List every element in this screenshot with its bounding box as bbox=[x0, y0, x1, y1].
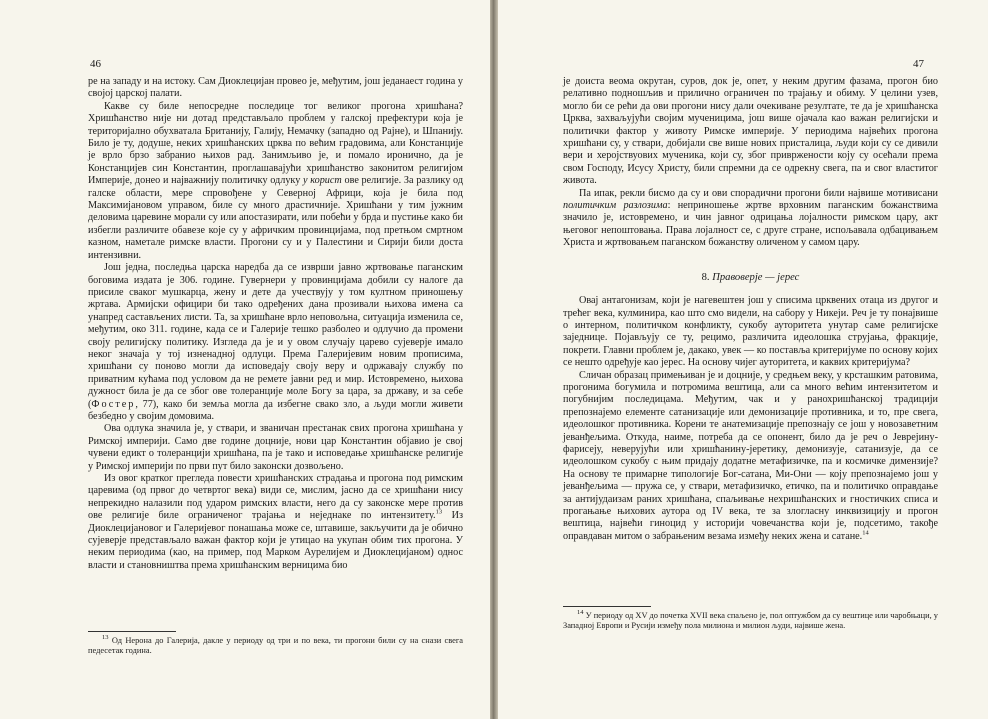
paragraph: Овај антагонизам, који је нагевештен још у списима црквених отаца из другог и трећег века, кулминира, као што смо видели, на сабору у Никеји. Реч је ту понајвише о интерном, политичком конфликту, сукобу ауторитета унутар саме религијске заједнице. Појављују се ту, рецимо, различита идеолошка струјања, фракције, покрети. Главни проблем је, дакако, увек — ко поставља критеријуме по основу којих се нешто одређује као јерес. На основу чијег ауторитета, и каквих критеријума? bbox=[563, 295, 938, 369]
footnote-number: 14 bbox=[577, 609, 584, 617]
footnotes bbox=[88, 631, 463, 657]
text-run: , 77), како би земља могла да избегне свако зло, а људи могли живети безбедно у својим домовима. bbox=[88, 398, 463, 422]
text-run: Из Диоклецијановог и Галеријевог понашања може се, штавише, закључити да је обично сујеверје представљало важан фактор који је утицао на укупан обим тих прогона. У неким периодима (као, на пример, под Марком Аурелијем и Диоклецијаном) однос власти и становништва према хришћанским верницима био bbox=[88, 510, 463, 571]
text-run: Још једна, последња царска наредба да се изврши јавно жртвовање паганским боговима издата је 306. године. Гувернери у провинцијама добили су налоге да присиле сваког мушкарца, жену и дете да учествују у том култном приношењу жртава. Армијски официри би тако одређених дана прозивали њихова имена са унапред састављених листи. Та, за хришћане врло неповољна, ситуација изменила се, међутим, око 311. године, када се и Галерије тешко разболео и одлучио да промени своју религијску политику. Изгледа да је и у овом случају царево сујеверје имало неког значаја у тој изненадној одлуци. Према Галеријевим новим прописима, хришћани су поново могли да исповедају своју веру и одржавају службу по приватним кућама под условом да не ремете јавни ред и мир. Истовремено, њихова дужност била је да се због ове толеранције моле Богу за цара, за државу, и за себе ( bbox=[88, 262, 463, 410]
footnote bbox=[88, 636, 463, 657]
paragraph bbox=[88, 262, 463, 423]
section-title: Правоверје — јерес bbox=[712, 271, 800, 283]
right-page bbox=[498, 0, 988, 719]
footnotes bbox=[563, 606, 938, 632]
page-number: 47 bbox=[913, 58, 924, 70]
footnote bbox=[563, 611, 938, 632]
paragraph: ре на западу и на истоку. Сам Диоклецијан провео је, међутим, још једанаест година у својој царској палати. bbox=[88, 76, 463, 100]
book-gutter bbox=[490, 0, 498, 719]
page-number: 46 bbox=[90, 58, 101, 70]
left-page bbox=[0, 0, 490, 719]
text-run: Какве су биле непосредне последице тог великог прогона хришћана? Хришћанство није ни дотад представљало проблем у галској префектури која је територијално обухватала Британију, Галију, Немачку (западно од Рајне), и Шпанију. Било је ту, додуше, неких хришћанских црква по већим градовима, али Констанције је врло брзо забранио њихов рад. Занимљиво је, и помало иронично, да је Констанцијев син Константин, проглашавајући хришћанство законитом религијом Империје, донео и најважнију политичку одлуку bbox=[88, 100, 463, 187]
italic-phrase: политичким разлозима bbox=[563, 200, 668, 212]
text-run: Па ипак, рекли бисмо да су и ови спорадични прогони били највише мотивисани bbox=[579, 187, 938, 199]
section-heading bbox=[563, 272, 938, 284]
footnote-text: Од Нерона до Галерија, дакле у периоду од три и по века, ти прогони били су на снази свега педесетак година. bbox=[88, 636, 463, 656]
paragraph: Ова одлука значила је, у ствари, и званичан престанак свих прогона хришћана у Римској империји. Само две године доцније, нови цар Константин објавио је свој чувени едикт о толеранцији хришћана, па је тако и исповедање хришћанске религије у Римској империји по први пут било законски дозвољено. bbox=[88, 423, 463, 472]
footnote-marker[interactable]: 13 bbox=[435, 508, 443, 516]
text-run: ове религије. За разлику од галске области, мере спровођене у Северној Африци, која је била под Максимијановом управом, биле су много драстичније. Хришћани у тим јужним деловима царевине морали су или апостазирати, или побећи у брда и пустиње како би избегли различите обавезе које су у афричким провинцијама, под претњом смртном казном, наметале римске власти. Прогони су и у Палестини и Сирији били доста интензивни. bbox=[88, 175, 464, 261]
footnote-rule bbox=[88, 631, 176, 632]
right-text-column bbox=[563, 76, 938, 543]
footnote-text: У периоду од XV до почетка XVII века спаљено је, пол оптужбом да су вештице или чаробњаци, у Западној Европи и Русији између пола милиона и милион људи, највише жена. bbox=[563, 611, 938, 631]
section-number: 8. bbox=[701, 271, 710, 283]
footnote-number: 13 bbox=[102, 634, 109, 642]
footnote-marker[interactable]: 14 bbox=[862, 529, 869, 537]
paragraph bbox=[88, 473, 463, 572]
paragraph bbox=[563, 188, 938, 250]
text-run: Из овог кратког прегледа повести хришћанских страдања и прогона под римским царевима (од првог до четвртог века) види се, мислим, јасно да се хришћани нису непрекидно налазили под ударом римских власти, него да су законске мере против ове религије биле ограниченог трајања и неједнаке по интензитету. bbox=[88, 473, 463, 522]
italic-phrase: у корист bbox=[303, 175, 342, 187]
paragraph bbox=[563, 370, 938, 544]
paragraph bbox=[88, 101, 463, 262]
left-text-column bbox=[88, 76, 463, 572]
author-citation: Фостер bbox=[91, 398, 136, 410]
paragraph: је доиста веома окрутан, суров, док је, опет, у неким другим фазама, прогон био релативно подношљив и прилично ограничен по трајању и обиму. У целини узев, могло би се рећи да ови прогони нису дали очекиване резултате, те да је хришћанска Црква, захваљујући својим мученицима, још више ојачала као важан религијски и политички фактор у животу Римске империје. У периодима највећих прогона хришћани су, у ствари, добијали све више нових присталица, људи који су се дивили вери и херојствуових мученика, који су, због привржености коју су осећали према свом Господу, Исусу Христу, били спремни да се одрекну свега, па и свог властитог живота. bbox=[563, 76, 938, 187]
text-run: : неприношење жртве врховним паганским божанствима значило је, истовремено, и чин јавног одрицања лојалности римском цару, акт његовог непоштовања. Права лојалност се, с друге стране, испољавала одбацивањем Христа и жртвовањем паганском божанству оличеном у самом цару. bbox=[563, 200, 938, 249]
footnote-rule bbox=[563, 606, 651, 607]
text-run: Сличан образац примењиван је и доцније, у средњем веку, у крсташким ратовима, прогонима богумила и потромима вештица, али са много већим интензитетом и погубнијим последицама. Међутим, чак и у ранохришћанској традицији препознајемо елементе сатанизације или демонизације противника, и то, пре свега, идеолошког противника. Корени те анатемизације препознају се још у новозаветним јеванђељима. Откуда, наиме, потреба да се опонент, било да је реч о Јеврејину-фарисеју, неверујући или хришћанину-јеретику, демонизује, сатанизује, да се идеолошком сукобу с њим придају додатне метафизичке, па и космичке димензије? На основу те примарне типологије Бог-сатана, Ми-Они — коју препознајемо још у јеванђељима — пружа се, у ствари, метафизичко, етичко, па и политичко оправдање за антијудаизам раних хришћана, спаљивање нехришћанских и гностичких списа и прогањање њихових аутора од IV века, те за злогласну инквизицију и прогон вештица, највећи гиноцид у историји човечанства који је, подсетимо, такође оправдаван митом о забрањеним везама између неких жена и сатане. bbox=[563, 369, 938, 542]
